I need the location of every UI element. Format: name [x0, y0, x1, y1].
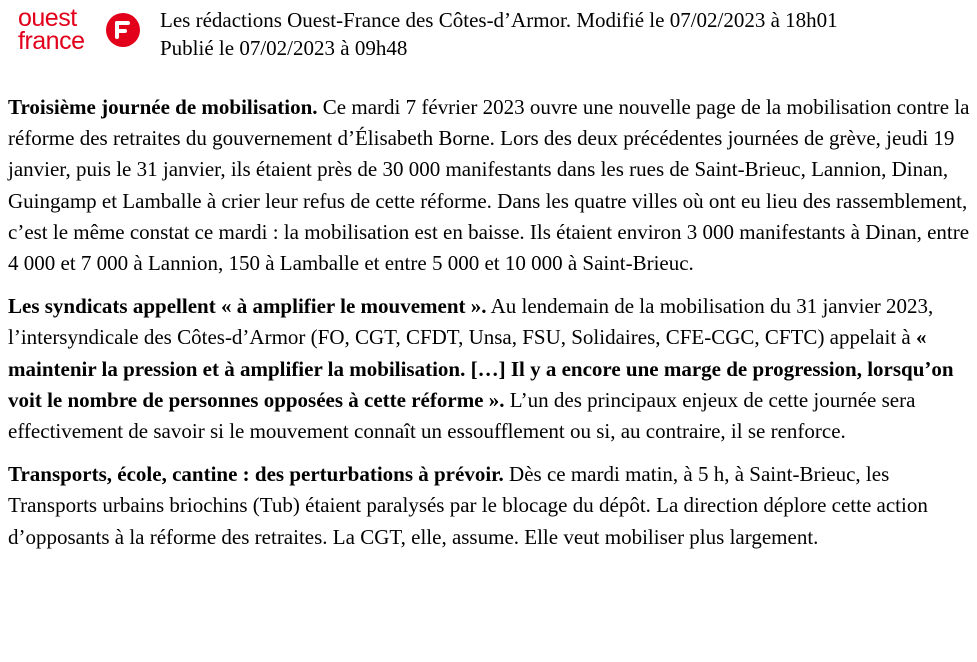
paragraph-text: Ce mardi 7 février 2023 ouvre une nouvelle page de la mobilisation contre la réforme des retraites du gouvernement d’Élisabeth Borne. Lors des deux précédentes journées de grève, jeudi 19 janvier, puis le 31 janvier, ils étaient près de 30 000 manifestants dans les rues de Saint-Brieuc, Lannion, Dinan, Guingamp et Lamballe à crier leur refus de cette réforme. Dans les quatre villes où ont eu lieu des rassemblement, c’est le même constat ce mardi : la mobilisation est en baisse. Ils étaient environ 3 000 manifestants à Dinan, entre 4 000 et 7 000 à Lannion, 150 à Lamballe et entre 5 000 et 10 000 à Saint-Brieuc. [8, 95, 970, 276]
meta-authors-modified: Les rédactions Ouest-France des Côtes-d’Armor. Modifié le 07/02/2023 à 18h01 [160, 8, 838, 32]
article-header [0, 0, 977, 92]
paragraph-text: Dès ce mardi matin, à 5 h, à Saint-Brieuc, les Transports urbains briochins (Tub) étaient paralysés par le blocage du dépôt. La direction déplore cette action d’opposants à la réforme des retraites. La CGT, elle, assume. Elle veut mobiliser plus largement. [8, 462, 928, 549]
paragraph-syndicats [8, 291, 970, 447]
paragraph-transports [8, 459, 970, 553]
paragraph-text: L’un des principaux enjeux de cette journée sera effectivement de savoir si le mouvement connaît un essoufflement ou si, au contraire, il se renforce. [8, 387, 916, 444]
quote-intersyndicale: « maintenir la pression et à amplifier la mobilisation. […] Il y a encore une marge de progression, lorsqu’on voit le nombre de personnes opposées à cette réforme ». [8, 325, 954, 412]
article-meta [160, 6, 838, 62]
logo-line2: france [18, 27, 85, 55]
article-body [8, 92, 970, 565]
logo-wordmark [18, 4, 85, 55]
paragraph-mobilisation [8, 92, 970, 279]
logo-f-badge-icon [106, 13, 140, 47]
logo-line1: ouest [18, 4, 77, 32]
paragraph-lead: Les syndicats appellent « à amplifier le mouvement ». [8, 294, 487, 319]
paragraph-lead: Transports, école, cantine : des perturbations à prévoir. [8, 462, 504, 487]
ouest-france-logo[interactable] [18, 4, 138, 55]
paragraph-text: Au lendemain de la mobilisation du 31 janvier 2023, l’intersyndicale des Côtes-d’Armor (FO, CGT, CFDT, Unsa, FSU, Solidaires, CFE-CGC, CFTC) appelait à [8, 294, 934, 350]
meta-published: Publié le 07/02/2023 à 09h48 [160, 36, 408, 60]
paragraph-lead: Troisième journée de mobilisation. [8, 95, 318, 119]
